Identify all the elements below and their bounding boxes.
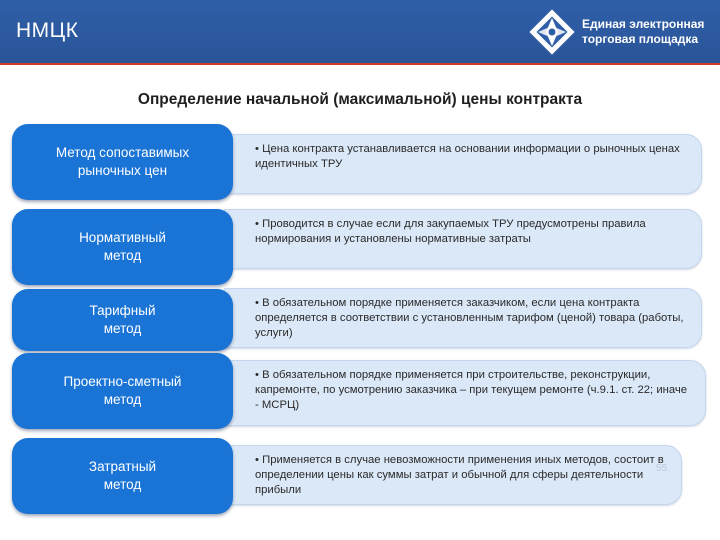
slide-number: 55 [656,463,668,474]
method-box [12,124,233,200]
logo [528,8,714,56]
method-box [12,438,233,514]
method-description-box [224,288,702,348]
page-title: Определение начальной (максимальной) цены контракта [137,91,583,108]
logo-line-2: торговая площадка [582,32,699,46]
eetp-logo-icon [528,8,576,56]
method-box [12,289,233,351]
logo-text [582,17,716,47]
header-bar [0,0,720,63]
method-description: • Цена контракта устанавливается на основании информации о рыночных ценах идентичных ТРУ [255,143,680,170]
logo-line-1: Единая электронная [582,17,705,31]
method-description: • Применяется в случае невозможности применения иных методов, состоит в определении цены как суммы затрат и обычной для сферы деятельности прибыли [255,454,664,496]
method-description-box [224,209,702,269]
method-box [12,209,233,285]
method-description: • В обязательном порядке применяется заказчиком, если цена контракта определяется в соответствии с установленным тарифом (ценой) товара (работы, услуги) [255,297,684,339]
method-name: Нормативный метод [79,230,166,263]
method-description: • В обязательном порядке применяется при строительстве, реконструкции, капремонте, по усмотрению заказчика – при текущем ремонте (ч.9.1. ст. 22; иначе - МСРЦ) [255,369,688,411]
method-description-box [224,360,706,426]
method-name: Тарифный метод [89,303,156,336]
method-name: Метод сопоставимых рыночных цен [55,145,190,178]
method-name: Проектно-сметный метод [63,374,182,407]
header-title: НМЦК [16,19,79,42]
header-accent-rule [0,63,720,65]
method-description: • Проводится в случае если для закупаемых ТРУ предусмотрены правила нормирования и установлены нормативные затраты [255,218,646,245]
method-name: Затратный метод [88,459,157,492]
method-description-box [224,445,682,505]
method-box [12,353,233,429]
method-description-box [224,134,702,194]
